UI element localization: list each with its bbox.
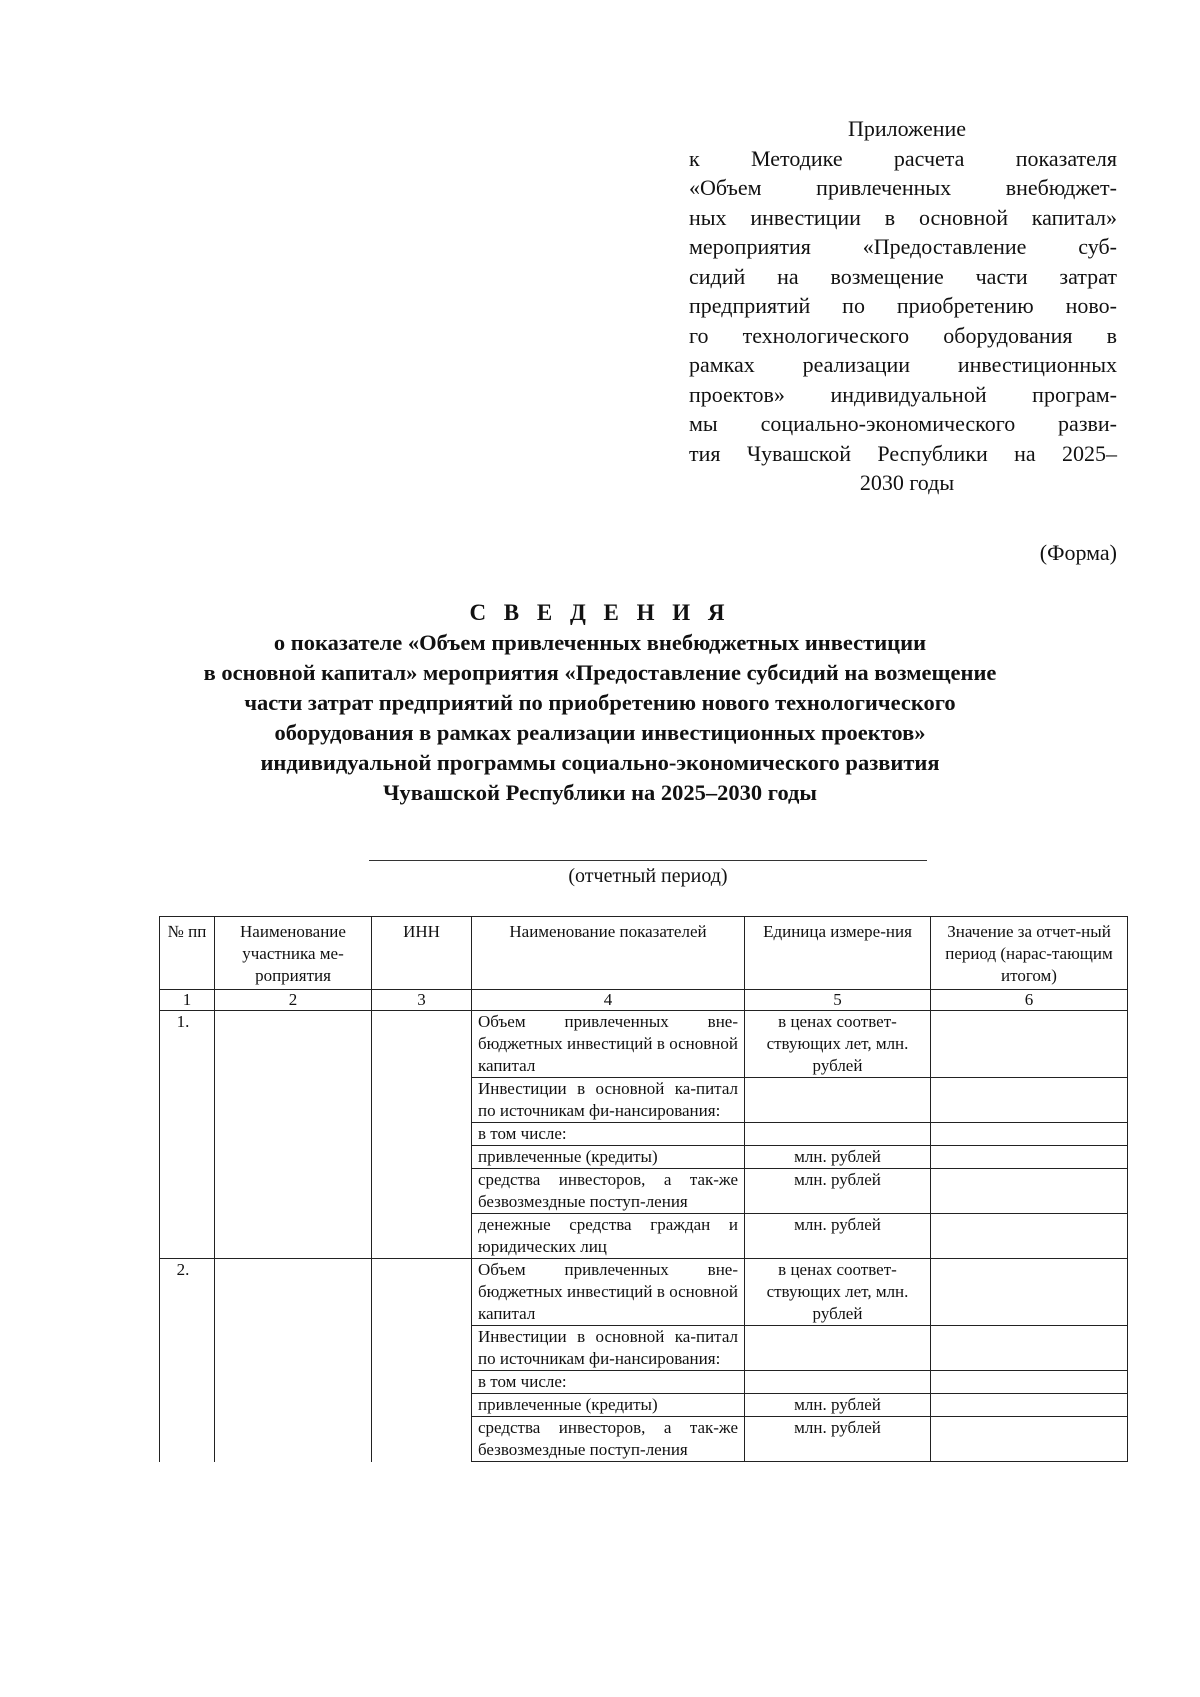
unit-cell: в ценах соответ-ствующих лет, млн. рублей [745,1011,931,1078]
unit-cell [745,1371,931,1394]
unit-cell [745,1123,931,1146]
unit-cell: млн. рублей [745,1417,931,1462]
indicator-cell: Инвестиции в основной ка-питал по источникам фи-нансирования: [472,1078,745,1123]
appendix-line: проектов» индивидуальной програм- [689,381,1117,407]
participant-cell[interactable] [215,1259,372,1462]
value-cell[interactable] [931,1078,1128,1123]
appendix-line: ных инвестиции в основной капитал» [689,204,1117,230]
indicator-cell: привлеченные (кредиты) [472,1146,745,1169]
value-cell[interactable] [931,1259,1128,1326]
indicator-cell: привлеченные (кредиты) [472,1394,745,1417]
inn-cell[interactable] [372,1259,472,1462]
column-number: 5 [745,990,931,1011]
unit-cell: млн. рублей [745,1146,931,1169]
indicator-cell: в том числе: [472,1123,745,1146]
column-number: 2 [215,990,372,1011]
heading-line: Чувашской Республики на 2025–2030 годы [382,780,817,805]
period-blank-line[interactable] [369,860,927,861]
appendix-line: тия Чувашской Республики на 2025– [689,440,1117,466]
unit-cell: в ценах соответ-ствующих лет, млн. рублей [745,1259,931,1326]
indicator-cell: средства инвесторов, а так-же безвозмездные поступ-ления [472,1417,745,1462]
value-cell[interactable] [931,1394,1128,1417]
indicator-cell: денежные средства граждан и юридических лиц [472,1214,745,1259]
heading-line: о показателе «Объем привлеченных внебюджетных инвестиции [273,630,927,655]
column-number-row [160,990,1128,1011]
appendix-line: мы социально-экономического разви- [689,411,1117,436]
document-heading [100,598,1100,808]
appendix-line: сидий на возмещение части затрат [689,263,1117,289]
appendix-last-line: 2030 годы [859,470,955,495]
form-label: (Форма) [1039,540,1117,565]
header-cell-indicator: Наименование показателей [472,917,745,990]
appendix-line: «Объем привлеченных внебюджет- [689,175,1117,200]
header-cell-inn: ИНН [372,917,472,990]
indicator-cell: в том числе: [472,1371,745,1394]
column-number: 3 [372,990,472,1011]
appendix-line: рамках реализации инвестиционных [689,352,1117,377]
header-cell-participant: Наименование участника ме-роприятия [215,917,372,990]
header-cell-value: Значение за отчет-ный период (нарас-тающим итогом) [931,917,1128,990]
table-row [160,1259,1128,1326]
column-number: 6 [931,990,1128,1011]
unit-cell: млн. рублей [745,1214,931,1259]
unit-cell: млн. рублей [745,1394,931,1417]
appendix-title: Приложение [847,116,967,141]
appendix-block [689,114,1117,498]
value-cell[interactable] [931,1214,1128,1259]
inn-cell[interactable] [372,1011,472,1259]
column-number: 4 [472,990,745,1011]
indicator-cell: средства инвесторов, а так-же безвозмездные поступ-ления [472,1169,745,1214]
row-number: 2. [160,1259,215,1462]
appendix-text [689,144,1117,469]
value-cell[interactable] [931,1371,1128,1394]
period-label: (отчетный период) [568,865,728,887]
value-cell[interactable] [931,1417,1128,1462]
table-row [160,1011,1128,1078]
table-header-row [160,917,1128,990]
heading-title: С В Е Д Е Н И Я [469,600,731,625]
value-cell[interactable] [931,1123,1128,1146]
row-number: 1. [160,1011,215,1259]
column-number: 1 [160,990,215,1011]
indicators-table [159,916,1128,1462]
unit-cell [745,1078,931,1123]
appendix-line: к Методике расчета показателя [689,145,1117,171]
unit-cell: млн. рублей [745,1169,931,1214]
indicator-cell: Объем привлеченных вне-бюджетных инвестиций в основной капитал [472,1011,745,1078]
header-cell-unit: Единица измере-ния [745,917,931,990]
value-cell[interactable] [931,1146,1128,1169]
indicator-cell: Объем привлеченных вне-бюджетных инвестиций в основной капитал [472,1259,745,1326]
heading-line: части затрат предприятий по приобретению нового технологического [244,690,956,715]
participant-cell[interactable] [215,1011,372,1259]
heading-line: оборудования в рамках реализации инвестиционных проектов» [274,720,926,745]
appendix-line: предприятий по приобретению ново- [689,293,1117,318]
heading-line: в основной капитал» мероприятия «Предоставление субсидий на возмещение [203,660,997,685]
appendix-line: го технологического оборудования в [689,322,1117,348]
heading-line: индивидуальной программы социально-экономического развития [260,750,940,775]
indicator-cell: Инвестиции в основной ка-питал по источникам фи-нансирования: [472,1326,745,1371]
unit-cell [745,1326,931,1371]
value-cell[interactable] [931,1326,1128,1371]
value-cell[interactable] [931,1011,1128,1078]
value-cell[interactable] [931,1169,1128,1214]
header-cell-no: № пп [160,917,215,990]
appendix-line: мероприятия «Предоставление суб- [689,234,1117,259]
